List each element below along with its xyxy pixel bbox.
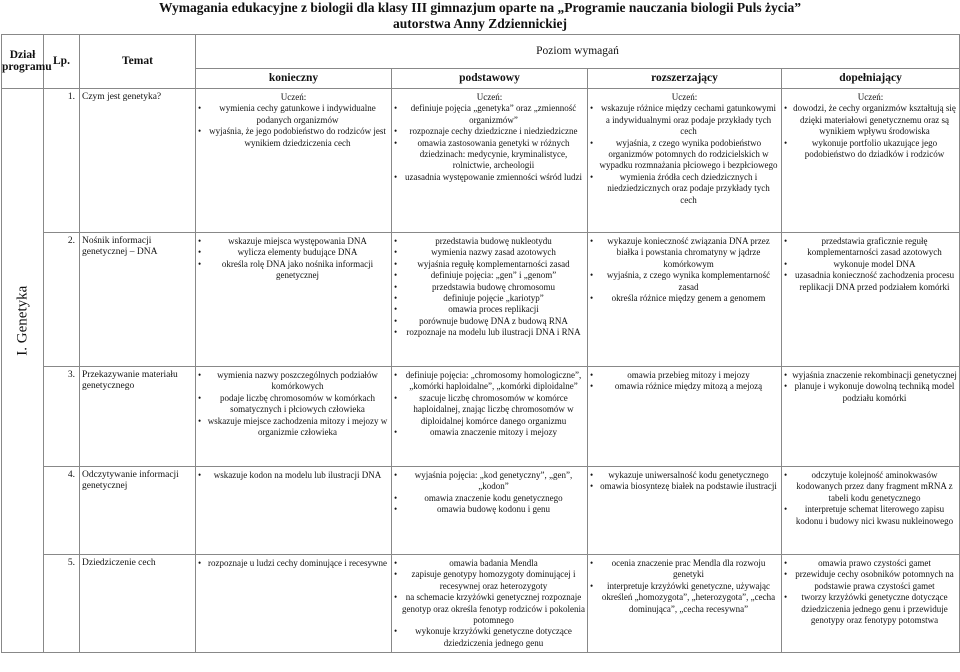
requirement-list: [784, 370, 957, 404]
title-line-1: Wymagania edukacyjne z biologii dla klasy III gimnazjum oparte na „Programie nauczania biologii Puls życia”: [158, 0, 802, 15]
requirement-item: • wykazuje konieczność związania DNA przez białka i powstania chromatyny w jądrze komórkowym: [590, 236, 779, 270]
requirement-item: • ocenia znaczenie prac Mendla dla rozwoju genetyki: [590, 558, 779, 581]
requirement-item: • definiuje pojęcie „kariotyp”: [394, 293, 585, 304]
requirement-item: • omawia biosyntezę białek na podstawie ilustracji: [590, 481, 779, 492]
requirement-item: • wymienia nazwy poszczególnych podziałów komórkowych: [198, 370, 389, 393]
title-line-2: autorstwa Anny Zdziennickiej: [392, 16, 568, 31]
section-cell: [2, 89, 44, 653]
requirement-item: • definiuje pojęcia: „chromosomy homologiczne”, „komórki haploidalne”, „komórki diploidalne”: [394, 370, 585, 393]
requirement-cell: [588, 233, 782, 367]
requirement-cell: [588, 89, 782, 233]
requirement-cell: [196, 555, 392, 653]
requirement-item: • omawia różnice między mitozą a mejozą: [590, 381, 779, 392]
requirement-cell: [196, 367, 392, 467]
requirement-item: • rozpoznaje na modelu lub ilustracji DNA i RNA: [394, 327, 585, 338]
header-temat: Temat: [80, 35, 196, 89]
requirement-item: • wyjaśnia regułę komplementarności zasad: [394, 259, 585, 270]
requirement-item: • wykazuje uniwersalność kodu genetycznego: [590, 470, 779, 481]
requirement-item: • wyjaśnia, że jego podobieństwo do rodziców jest wynikiem dziedziczenia cech: [198, 126, 389, 149]
requirement-cell: [196, 467, 392, 555]
requirement-item: • określa rolę DNA jako nośnika informacji genetycznej: [198, 259, 389, 282]
lp-cell: 4.: [44, 467, 80, 555]
requirement-item: • interpretuje krzyżówki genetyczne, używając określeń „homozygota”, „heterozygota”, „cecha dominująca”, „cecha recesywna”: [590, 581, 779, 615]
lp-cell: 5.: [44, 555, 80, 653]
cell-heading: Uczeń:: [280, 92, 307, 102]
requirement-list: [784, 236, 957, 293]
requirement-item: • tworzy krzyżówki genetyczne dotyczące dziedziczenia jednego genu i przewiduje genotypy oraz fenotypy potomstwa: [784, 592, 957, 626]
requirement-item: • wyjaśnia znaczenie rekombinacji genetycznej: [784, 370, 957, 381]
header-rozszerzajacy: rozszerzający: [588, 69, 782, 89]
requirement-item: • uzasadnia konieczność zachodzenia procesu replikacji DNA przed podziałem komórki: [784, 270, 957, 293]
table-row: [2, 555, 960, 653]
requirement-item: • przedstawia graficznie regułę komplementarności zasad azotowych: [784, 236, 957, 259]
requirement-item: • wyjaśnia, z czego wynika podobieństwo organizmów potomnych do rodzicielskich w wypadku rozmnażania płciowego i bezpłciowego: [590, 138, 779, 172]
requirement-item: • wykonuje krzyżówki genetyczne dotyczące dziedziczenia jednego genu: [394, 626, 585, 649]
requirement-list: [198, 370, 389, 438]
requirement-list: [784, 103, 957, 160]
requirement-item: • wskazuje różnice między cechami gatunkowymi a indywidualnymi oraz podaje przykłady tych cech: [590, 103, 779, 137]
requirement-item: • wymienia nazwy zasad azotowych: [394, 247, 585, 258]
requirement-item: • omawia zastosowania genetyki w różnych dziedzinach: medycynie, kryminalistyce, rolnictwie, archeologii: [394, 138, 585, 172]
requirement-cell: [782, 467, 960, 555]
requirement-item: • wymienia cechy gatunkowe i indywidualne podanych organizmów: [198, 103, 389, 126]
requirement-list: [394, 470, 585, 516]
requirement-item: • wskazuje miejsce zachodzenia mitozy i mejozy w organizmie człowieka: [198, 416, 389, 439]
requirement-list: [590, 470, 779, 493]
cell-heading: Uczeń:: [857, 92, 884, 102]
requirement-item: • dowodzi, że cechy organizmów kształtują się dzięki materiałowi genetycznemu oraz są wynikiem wpływu środowiska: [784, 103, 957, 137]
requirement-list: [394, 558, 585, 649]
requirement-item: • omawia przebieg mitozy i mejozy: [590, 370, 779, 381]
requirement-cell: [392, 367, 588, 467]
topic-cell: Czym jest genetyka?: [80, 89, 196, 233]
topic-cell: Odczytywanie informacji genetycznej: [80, 467, 196, 555]
requirement-cell: [782, 367, 960, 467]
lp-cell: 1.: [44, 89, 80, 233]
requirement-cell: [392, 555, 588, 653]
requirement-list: [394, 103, 585, 183]
requirement-cell: [782, 233, 960, 367]
requirement-cell: [588, 467, 782, 555]
requirement-item: • omawia proces replikacji: [394, 304, 585, 315]
requirements-table: [1, 34, 960, 653]
requirement-item: • omawia badania Mendla: [394, 558, 585, 569]
requirement-item: • omawia budowę kodonu i genu: [394, 504, 585, 515]
requirement-item: • porównuje budowę DNA z budową RNA: [394, 316, 585, 327]
header-podstawowy: podstawowy: [392, 69, 588, 89]
requirement-item: • wskazuje kodon na modelu lub ilustracji DNA: [198, 470, 389, 481]
requirement-item: • rozpoznaje cechy dziedziczne i niedziedziczne: [394, 126, 585, 137]
topic-cell: Nośnik informacji genetycznej – DNA: [80, 233, 196, 367]
topic-cell: Dziedziczenie cech: [80, 555, 196, 653]
requirement-item: • na schemacie krzyżówki genetycznej rozpoznaje genotyp oraz określa fenotyp rodziców i pokolenia potomnego: [394, 592, 585, 626]
requirement-cell: [392, 467, 588, 555]
lp-cell: 2.: [44, 233, 80, 367]
requirement-item: • wykonuje portfolio ukazujące jego podobieństwo do dziadków i rodziców: [784, 138, 957, 161]
header-dzial: Dział programu: [2, 35, 44, 89]
requirement-item: • wyjaśnia, z czego wynika komplementarność zasad: [590, 270, 779, 293]
table-row: [2, 89, 960, 233]
header-dopelniajacy: dopełniający: [782, 69, 960, 89]
requirement-list: [394, 370, 585, 438]
lp-cell: 3.: [44, 367, 80, 467]
requirement-item: • wyjaśnia pojęcia: „kod genetyczny”, „gen”, „kodon”: [394, 470, 585, 493]
requirement-item: • uzasadnia występowanie zmienności wśród ludzi: [394, 172, 585, 183]
document-title: [0, 0, 960, 34]
requirement-item: • wskazuje miejsca występowania DNA: [198, 236, 389, 247]
header-poziom: Poziom wymagań: [196, 35, 960, 69]
header-konieczny: konieczny: [196, 69, 392, 89]
requirement-item: • odczytuje kolejność aminokwasów kodowanych przez dany fragment mRNA z tabeli kodu genetycznego: [784, 470, 957, 504]
requirement-list: [198, 470, 389, 481]
requirement-item: • wykonuje model DNA: [784, 259, 957, 270]
requirement-list: [198, 558, 389, 569]
requirement-item: • szacuje liczbę chromosomów w komórce haploidalnej, znając liczbę chromosomów w diploidalnej komórce danego organizmu: [394, 393, 585, 427]
section-label: I. Genetyka: [13, 285, 30, 356]
requirement-item: • zapisuje genotypy homozygoty dominującej i recesywnej oraz heterozygoty: [394, 569, 585, 592]
table-row: [2, 367, 960, 467]
requirement-cell: [782, 89, 960, 233]
requirement-item: • wymienia źródła cech dziedzicznych i niedziedzicznych oraz podaje przykłady tych cech: [590, 172, 779, 206]
requirement-list: [590, 558, 779, 615]
requirement-item: • określa różnice między genem a genomem: [590, 293, 779, 304]
requirement-item: • wylicza elementy budujące DNA: [198, 247, 389, 258]
requirement-item: • definiuje pojęcia: „gen” i „genom”: [394, 270, 585, 281]
table-row: [2, 467, 960, 555]
requirement-item: • podaje liczbę chromosomów w komórkach somatycznych i płciowych człowieka: [198, 393, 389, 416]
requirement-cell: [392, 89, 588, 233]
requirement-item: • definiuje pojęcia „genetyka” oraz „zmienność organizmów”: [394, 103, 585, 126]
topic-cell: Przekazywanie materiału genetycznego: [80, 367, 196, 467]
requirement-cell: [392, 233, 588, 367]
requirement-item: • rozpoznaje u ludzi cechy dominujące i recesywne: [198, 558, 389, 569]
requirement-list: [784, 470, 957, 527]
header-lp: Lp.: [44, 35, 80, 89]
requirement-item: • interpretuje schemat literowego zapisu kodonu i budowy nici kwasu nukleinowego: [784, 504, 957, 527]
requirement-item: • przewiduje cechy osobników potomnych na podstawie prawa czystości gamet: [784, 569, 957, 592]
requirement-list: [198, 103, 389, 149]
requirement-cell: [588, 555, 782, 653]
requirement-item: • omawia znaczenie mitozy i mejozy: [394, 427, 585, 438]
cell-heading: Uczeń:: [671, 92, 698, 102]
requirement-list: [590, 236, 779, 304]
requirement-list: [198, 236, 389, 282]
requirement-item: • przedstawia budowę nukleotydu: [394, 236, 585, 247]
requirement-item: • omawia znaczenie kodu genetycznego: [394, 493, 585, 504]
requirement-list: [784, 558, 957, 626]
requirement-cell: [782, 555, 960, 653]
cell-heading: Uczeń:: [476, 92, 503, 102]
requirement-list: [590, 370, 779, 393]
requirement-list: [590, 103, 779, 206]
requirement-cell: [588, 367, 782, 467]
requirement-item: • planuje i wykonuje dowolną techniką model podziału komórki: [784, 381, 957, 404]
table-row: [2, 233, 960, 367]
requirement-item: • omawia prawo czystości gamet: [784, 558, 957, 569]
requirement-cell: [196, 89, 392, 233]
table-body: [2, 89, 960, 653]
requirement-list: [394, 236, 585, 339]
requirement-item: • przedstawia budowę chromosomu: [394, 282, 585, 293]
requirement-cell: [196, 233, 392, 367]
